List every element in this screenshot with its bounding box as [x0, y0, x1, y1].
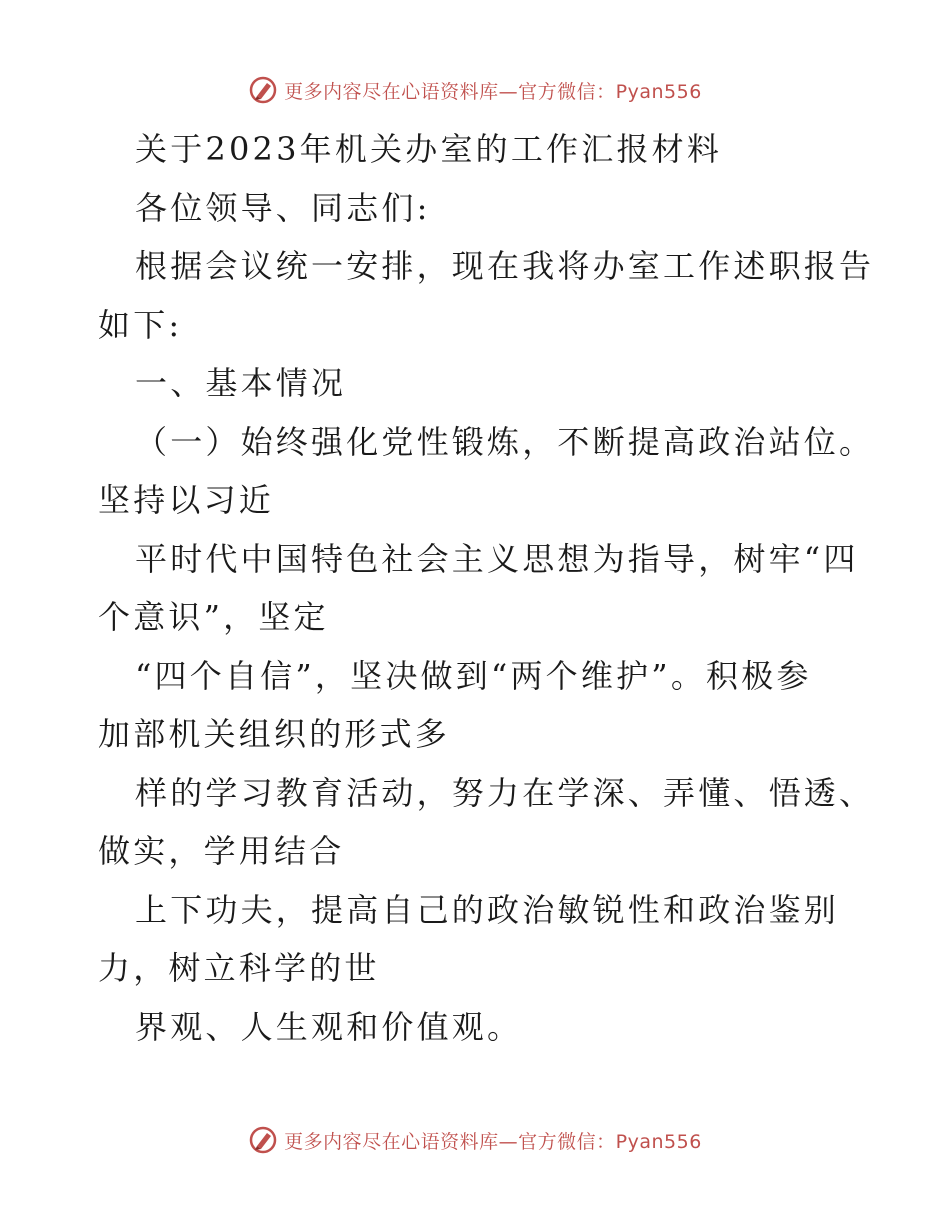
subsection-heading: （一）始终强化党性锻炼，不断提高政治站位。: [135, 422, 875, 461]
document-body: [98, 120, 875, 1056]
paragraph-line: 坚持以习近: [98, 481, 275, 519]
section-heading: 一、基本情况: [135, 364, 347, 402]
doc-title: 关于2023年机关办室的工作汇报材料: [135, 130, 723, 168]
paragraph-line: 加部机关组织的形式多: [98, 715, 451, 753]
watermark-text: 更多内容尽在心语资料库—官方微信：Pyan556: [284, 80, 702, 103]
paragraph-line: “四个自信”，坚决做到“两个维护”。积极参: [135, 656, 812, 695]
paragraph-line: 界观、人生观和价值观。: [135, 1007, 523, 1046]
paragraph-line: 做实，学用结合: [98, 832, 345, 870]
watermark-header: [0, 70, 950, 110]
paragraph-line: 如下:: [98, 305, 183, 344]
pen-logo-icon: [248, 1125, 278, 1155]
paragraph-line: 平时代中国特色社会主义思想为指导，树牢“四: [135, 539, 859, 578]
paragraph-line: 上下功夫，提高自己的政治敏锐性和政治鉴别: [135, 890, 840, 929]
paragraph-line: 个意识”，坚定: [98, 598, 329, 636]
paragraph-line: 根据会议统一安排，现在我将办室工作述职报告: [135, 247, 875, 285]
paragraph-line: 样的学习教育活动，努力在学深、弄懂、悟透、: [135, 773, 875, 812]
paragraph-line: 力，树立科学的世: [98, 949, 380, 987]
watermark-text: 更多内容尽在心语资料库—官方微信：Pyan556: [284, 1130, 702, 1153]
pen-logo-icon: [248, 75, 278, 105]
watermark-footer: [0, 1120, 950, 1160]
salutation: 各位领导、同志们:: [135, 188, 431, 227]
